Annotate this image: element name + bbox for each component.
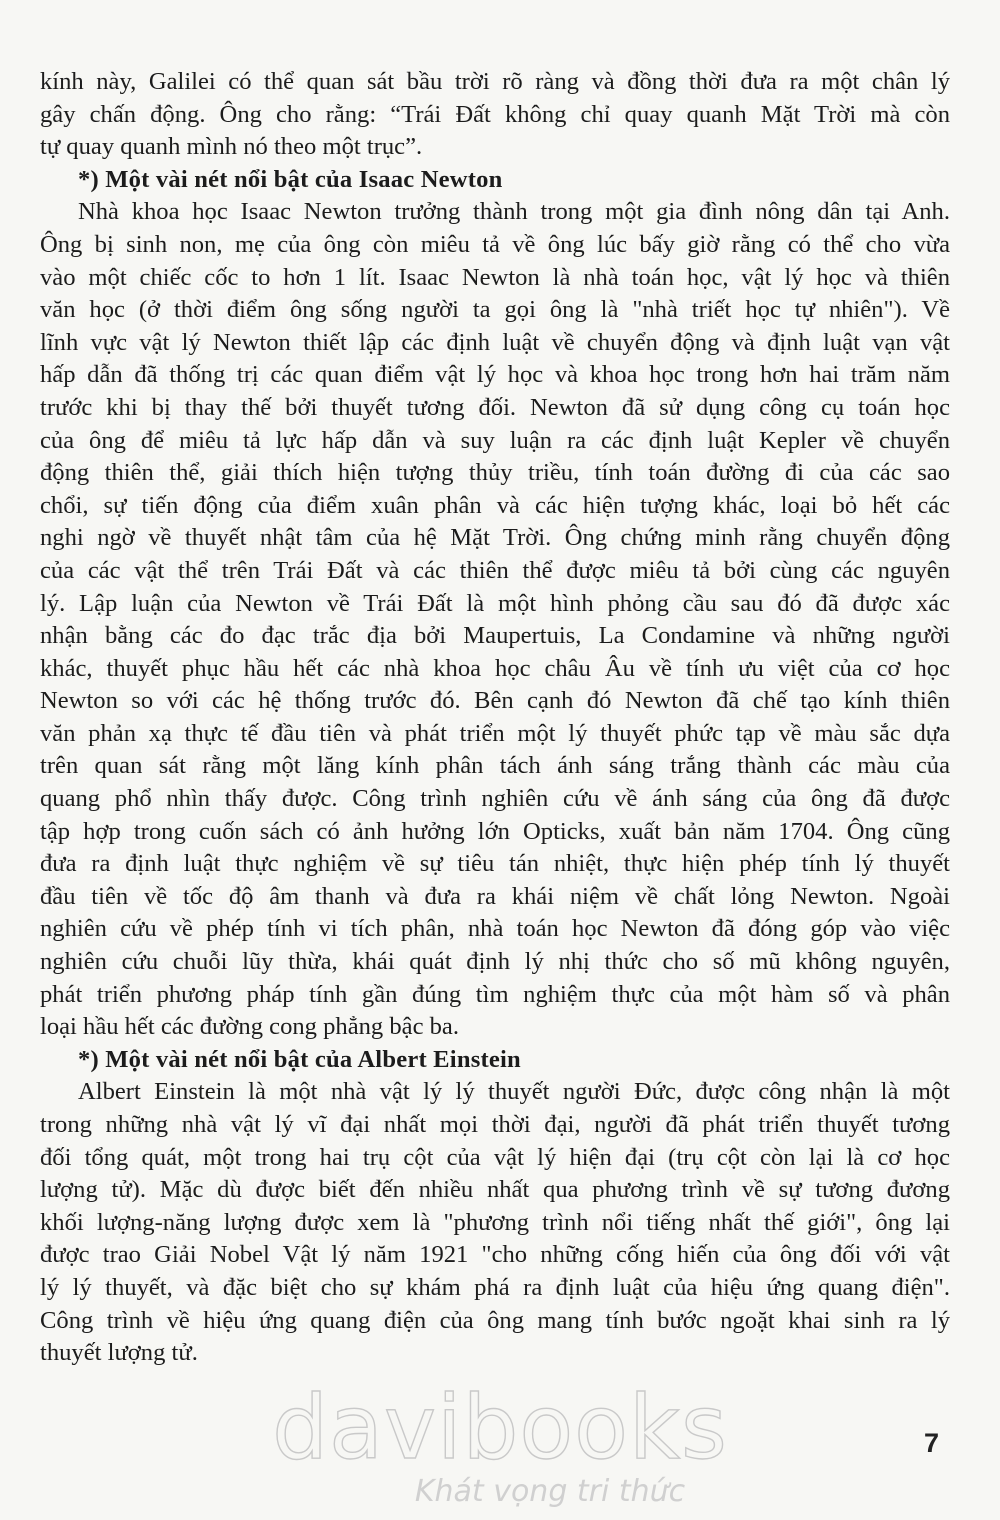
text-line: khác, thuyết phục hầu hết các nhà khoa học châu Âu về tính ưu việt của cơ học <box>40 654 950 682</box>
text-line: Albert Einstein là một nhà vật lý lý thuyết người Đức, được công nhận là một <box>78 1078 950 1106</box>
text-line: trên quan sát rằng một lăng kính phân tách ánh sáng trắng thành các màu của <box>40 752 950 780</box>
text-line: lý lý thuyết, và đặc biệt cho sự khám phá ra định luật của hiệu ứng quang điện". <box>40 1273 950 1301</box>
text-line: tự quay quanh mình nó theo một trục”. <box>40 133 423 161</box>
text-line: gây chấn động. Ông cho rằng: “Trái Đất không chỉ quay quanh Mặt Trời mà còn <box>40 100 950 128</box>
text-line: hấp dẫn đã thống trị các quan điểm vật lý học và khoa học trong hơn hai trăm năm <box>40 361 950 389</box>
page-number: 7 <box>924 1428 940 1458</box>
text-line: Newton so với các hệ thống trước đó. Bên cạnh đó Newton đã chế tạo kính thiên <box>40 687 950 715</box>
text-line: Ông bị sinh non, mẹ của ông còn miêu tả về ông lúc bấy giờ rằng có thể cho vừa <box>40 230 950 258</box>
text-line: kính này, Galilei có thể quan sát bầu trời rõ ràng và đồng thời đưa ra một chân lý <box>40 68 950 95</box>
text-line: tập hợp trong cuốn sách có ảnh hưởng lớn Opticks, xuất bản năm 1704. Ông cũng <box>40 817 950 845</box>
text-line: nghiên cứu chuỗi lũy thừa, khái quát định lý nhị thức cho số mũ không nguyên, <box>40 948 950 976</box>
text-line: trong những nhà vật lý vĩ đại nhất mọi thời đại, người đã phát triển thuyết tương <box>40 1111 950 1138</box>
text-line: văn phản xạ thực tế đầu tiên và phát triển một lý thuyết phức tạp về màu sắc dựa <box>40 719 950 747</box>
text-line: nghi ngờ về thuyết nhật tâm của hệ Mặt Trời. Ông chứng minh rằng chuyển động <box>40 524 950 552</box>
text-line: lĩnh vực vật lý Newton thiết lập các định luật về chuyển động và định luật vạn vật <box>40 328 950 356</box>
text-line: thuyết lượng tử. <box>40 1339 198 1367</box>
text-line: vào một chiếc cốc to hơn 1 lít. Isaac Newton là nhà toán học, vật lý học và thiên <box>40 263 950 291</box>
section-heading-newton: *) Một vài nét nổi bật của Isaac Newton <box>78 165 503 193</box>
text-line: Nhà khoa học Isaac Newton trưởng thành trong một gia đình nông dân tại Anh. <box>78 198 950 226</box>
text-line: đầu tiên về tốc độ âm thanh và đưa ra khái niệm về chất lỏng Newton. Ngoài <box>40 882 950 910</box>
text-line: phát triển phương pháp tính gần đúng tìm nghiệm thực của một hàm số và phân <box>40 980 950 1008</box>
text-line: khối lượng-năng lượng được xem là "phương trình nổi tiếng nhất thế giới", ông lại <box>40 1208 950 1236</box>
text-line: văn học (ở thời điểm ông sống người ta gọi ông là "nhà triết học tự nhiên"). Về <box>40 296 950 324</box>
text-line: đưa ra định luật thực nghiệm về sự tiêu tán nhiệt, thực hiện phép tính lý thuyết <box>40 850 950 878</box>
watermark-brand: davibooks <box>272 1376 728 1479</box>
text-line: trước khi bị thay thế bởi thuyết tương đối. Newton đã sử dụng công cụ toán học <box>40 393 950 421</box>
text-line: nhận bằng các đo đạc trắc địa bởi Maupertuis, La Condamine và những người <box>40 622 950 650</box>
text-line: lượng tử). Mặc dù được biết đến nhiều nhất qua phương trình về sự tương đương <box>40 1176 950 1204</box>
text-line: Công trình về hiệu ứng quang điện của ông mang tính bước ngoặt khai sinh ra lý <box>40 1306 950 1334</box>
text-line: động thiên thể, giải thích hiện tượng thủy triều, tính toán đường đi của các sao <box>40 459 950 487</box>
text-line: đối tổng quát, một trong hai trụ cột của vật lý hiện đại (trụ cột còn lại là cơ học <box>40 1143 950 1171</box>
text-line: loại hầu hết các đường cong phẳng bậc ba. <box>40 1013 459 1041</box>
text-line: nghiên cứu về phép tính vi tích phân, nhà toán học Newton đã đóng góp vào việc <box>40 915 950 943</box>
text-line: của ông để miêu tả lực hấp dẫn và suy luận ra các định luật Kepler về chuyển <box>40 426 950 454</box>
watermark-tagline: Khát vọng tri thức <box>414 1474 686 1509</box>
text-line: lý. Lập luận của Newton về Trái Đất là một hình phỏng cầu sau đó đã được xác <box>40 589 950 617</box>
text-line: của các vật thể trên Trái Đất và các thiên thể được miêu tả bởi cùng các nguyên <box>40 556 950 584</box>
text-line: chổi, sự tiến động của điểm xuân phân và các hiện tượng khác, loại bỏ hết các <box>40 491 950 519</box>
section-heading-einstein: *) Một vài nét nổi bật của Albert Einstein <box>78 1045 521 1073</box>
watermark <box>250 1378 750 1518</box>
body-text <box>40 66 950 1370</box>
text-line: được trao Giải Nobel Vật lý năm 1921 "cho những cống hiến của ông đối với vật <box>40 1241 950 1269</box>
text-line: quang phổ nhìn thấy được. Công trình nghiên cứu về ánh sáng của ông đã được <box>40 785 950 813</box>
